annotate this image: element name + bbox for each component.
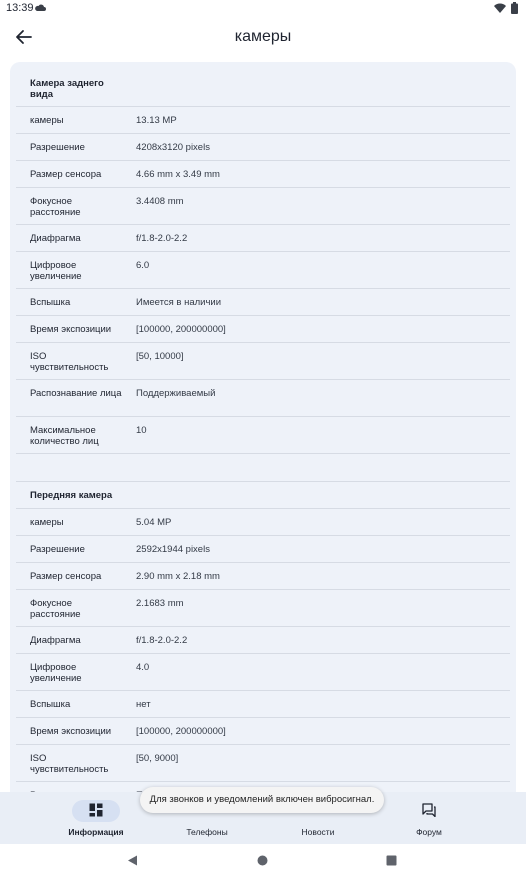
table-row — [16, 563, 510, 590]
spec-key: камеры — [30, 115, 64, 126]
section-title: Передняя камера — [30, 490, 113, 501]
spec-value: f/1.8-2.0-2.2 — [136, 635, 188, 646]
spec-key: Размер сенсора — [30, 571, 102, 582]
table-row — [16, 225, 510, 252]
dashboard-icon — [89, 803, 103, 817]
rear-camera-header — [16, 70, 510, 107]
spec-key: Размер сенсора — [30, 169, 102, 180]
spec-value: f/1.8-2.0-2.2 — [136, 233, 188, 244]
table-row — [16, 745, 510, 782]
spec-value: 13.13 MP — [136, 115, 177, 126]
spec-value: нет — [136, 699, 151, 710]
spec-key: Вспышка — [30, 297, 71, 308]
spec-value: 4.0 — [136, 662, 150, 673]
table-row — [16, 654, 510, 691]
spec-value: 2592x1944 pixels — [136, 544, 210, 555]
table-row — [16, 509, 510, 536]
nav-label: Форум — [416, 827, 442, 837]
table-row — [16, 134, 510, 161]
table-row — [16, 627, 510, 654]
table-row — [16, 536, 510, 563]
app-bar — [0, 18, 526, 58]
spec-value: [100000, 200000000] — [136, 324, 226, 335]
spec-value: [50, 10000] — [136, 351, 184, 362]
table-row — [16, 289, 510, 316]
nav-label: Информация — [68, 827, 124, 837]
table-row — [16, 380, 510, 417]
spec-key: Время экспозиции — [30, 324, 112, 335]
front-camera-header — [16, 482, 510, 509]
system-home-icon[interactable] — [257, 855, 268, 866]
spec-value: 4208x3120 pixels — [136, 142, 210, 153]
spec-value: 2.1683 mm — [136, 598, 184, 609]
cloud-icon — [34, 4, 46, 11]
spec-key: Максимальное количество лиц — [30, 425, 99, 447]
spec-value: 3.4408 mm — [136, 196, 184, 207]
spec-key: Фокусное расстояние — [30, 598, 81, 620]
forum-icon — [422, 803, 436, 817]
spec-key: ISO чувствительность — [30, 351, 109, 373]
spec-key: Время экспозиции — [30, 726, 112, 737]
page-title: камеры — [234, 28, 292, 45]
section-divider — [16, 454, 510, 482]
spec-value: [100000, 200000000] — [136, 726, 226, 737]
nav-item-forum[interactable] — [379, 792, 479, 844]
table-row — [16, 718, 510, 745]
spec-value: 6.0 — [136, 260, 150, 271]
spec-key: Фокусное расстояние — [30, 196, 81, 218]
table-row — [16, 107, 510, 134]
spec-value: 2.90 mm x 2.18 mm — [136, 571, 220, 582]
spec-key: Разрешение — [30, 544, 85, 555]
spec-key: Диафрагма — [30, 635, 81, 646]
table-row — [16, 161, 510, 188]
spec-value: 10 — [136, 425, 147, 436]
spec-key: Разрешение — [30, 142, 85, 153]
table-row — [16, 691, 510, 718]
table-row — [16, 316, 510, 343]
spec-key: Цифровое увеличение — [30, 260, 82, 282]
table-row — [16, 417, 510, 454]
status-bar — [0, 0, 526, 18]
spec-key: Вспышка — [30, 699, 71, 710]
nav-item-info[interactable] — [46, 792, 146, 844]
table-row — [16, 188, 510, 225]
spec-value: 4.66 mm x 3.49 mm — [136, 169, 220, 180]
spec-key: ISO чувствительность — [30, 753, 109, 775]
camera-specs-card — [10, 62, 516, 822]
table-row — [16, 590, 510, 627]
spec-key: Распознавание лица — [30, 388, 122, 399]
spec-value: 5.04 MP — [136, 517, 172, 528]
system-navigation-bar — [0, 844, 526, 877]
system-back-icon[interactable] — [127, 855, 138, 866]
wifi-icon — [494, 3, 506, 13]
spec-key: Диафрагма — [30, 233, 81, 244]
spec-value: Поддерживаемый — [136, 388, 216, 399]
spec-value: Имеется в наличии — [136, 297, 222, 308]
vibration-toast: Для звонков и уведомлений включен вибросигнал. — [140, 787, 384, 813]
table-row — [16, 343, 510, 380]
section-title: Камера заднего вида — [30, 78, 104, 100]
system-recents-icon[interactable] — [386, 855, 397, 866]
nav-label: Телефоны — [186, 827, 228, 837]
nav-label: Новости — [301, 827, 335, 837]
spec-key: Цифровое увеличение — [30, 662, 82, 684]
camera-specs-table — [16, 70, 510, 819]
status-time: 13:39 — [6, 2, 34, 14]
spec-value: [50, 9000] — [136, 753, 179, 764]
spec-key: камеры — [30, 517, 64, 528]
table-row — [16, 252, 510, 289]
battery-icon — [511, 2, 518, 14]
